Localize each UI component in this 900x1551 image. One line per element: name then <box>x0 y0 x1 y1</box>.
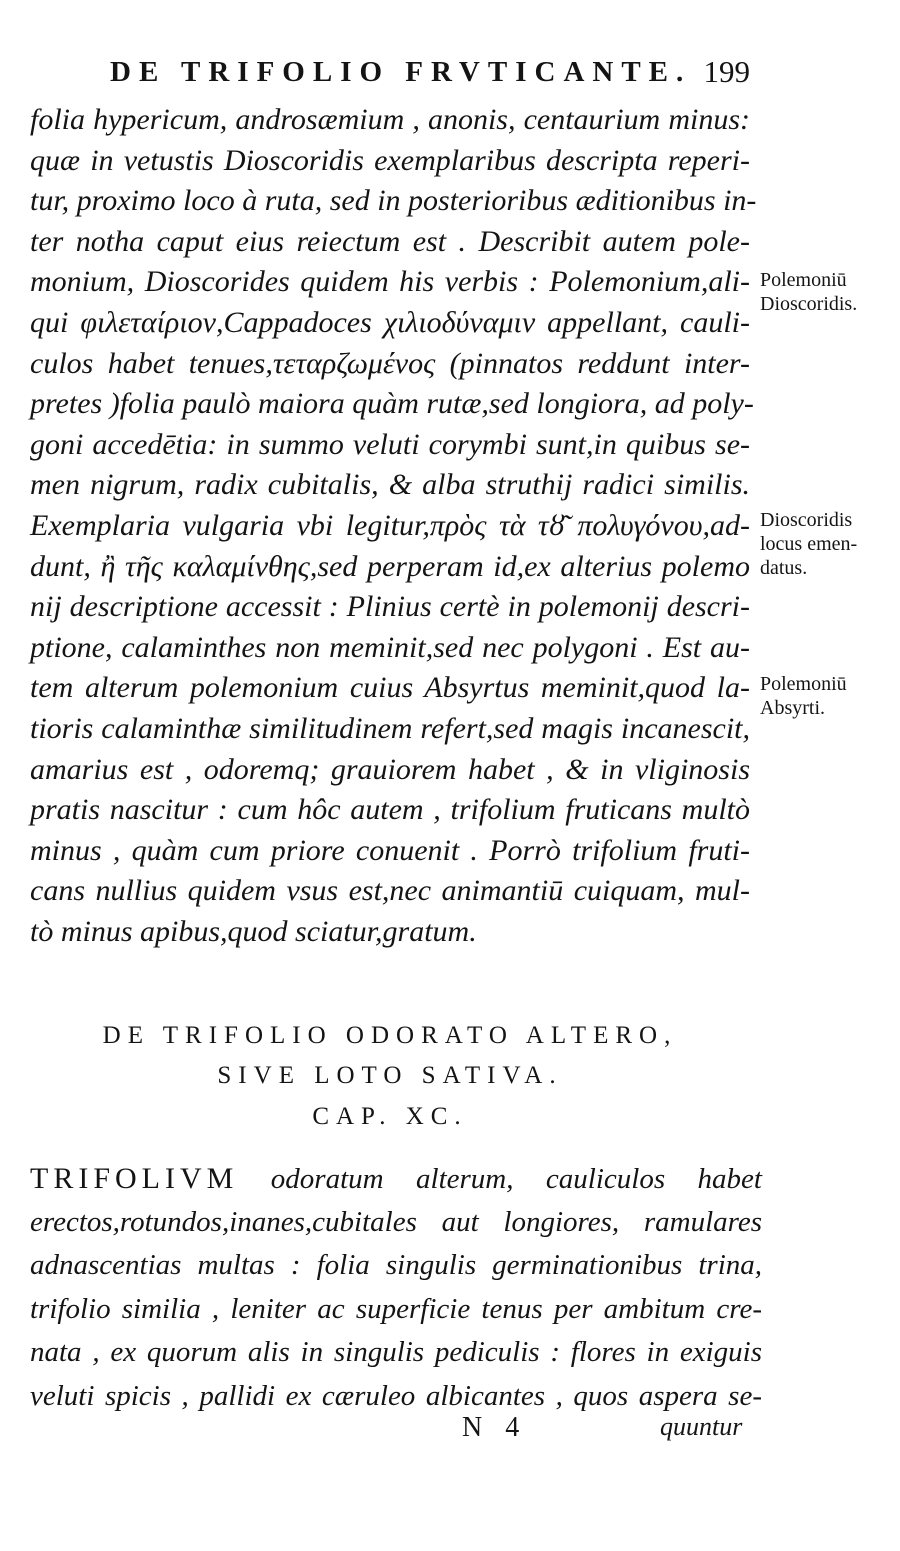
text-line: Exemplaria vulgaria vbi legitur,πρὸς τὰ τȣ͂ πολυγόνου,ad- <box>30 508 750 542</box>
text-line: tem alterum polemonium cuius Absyrtus meminit,quod la- <box>30 671 750 705</box>
margin-note-polemonium-dioscoridis <box>760 268 895 316</box>
text-line: erectos,rotundos,inanes,cubitales aut longiores, ramulares <box>30 1205 762 1238</box>
running-header <box>30 50 750 94</box>
chapter-number: CAP. XC. <box>312 1103 468 1130</box>
text-line: amarius est , odoremq; grauiorem habet , & in vliginosis <box>30 752 750 786</box>
margin-note-line: Absyrti. <box>760 697 825 719</box>
margin-note-line: locus emen- <box>760 533 858 555</box>
text-line: pratis nascitur : cum hôc autem , trifolium fruticans multò <box>30 793 750 827</box>
text-line: men nigrum, radix cubitalis, & alba struthij radici similis. <box>30 468 750 502</box>
text-line: ptione, calaminthes non meminit,sed nec polygoni . Est au- <box>30 630 750 664</box>
text-line: culos habet tenues,τεταρζωμένος (pinnatos reddunt inter- <box>30 346 750 380</box>
text-line: dunt, ἢ τῆς καλαμίνθης,sed perperam id,ex alterius polemo <box>30 549 750 583</box>
running-title: DE TRIFOLIO FRVTICANTE. <box>110 56 692 88</box>
text-line: adnascentias multas : folia singulis germinationibus trina, <box>30 1249 762 1281</box>
text-line: qui φιλεταίριον,Cappadoces χιλιοδύναμιν appellant, cauli- <box>30 305 750 339</box>
text-line: tur, proximo loco à ruta, sed in posterioribus æditionibus in- <box>30 184 757 218</box>
margin-note-line: Polemoniū <box>760 269 847 291</box>
text-line: goni accedētia: in summo veluti corymbi sunt,in quibus se- <box>30 427 750 461</box>
chapter-text-block <box>30 1157 762 1418</box>
text-line: folia hypericum, androsæmium , anonis, centaurium minus: <box>30 103 750 136</box>
chapter-heading-line-1: DE TRIFOLIO ODORATO ALTERO, <box>102 1022 678 1049</box>
text-line: monium, Dioscorides quidem his verbis : Polemonium,ali- <box>30 265 750 299</box>
text-line: pretes )folia paulò maiora quàm rutæ,sed longiora, ad poly- <box>30 387 754 421</box>
margin-note-line: Polemoniū <box>760 673 847 695</box>
margin-note-line: Dioscoridis. <box>760 293 858 315</box>
text-line: quæ in vetustis Dioscoridis exemplaribus descripta reperi- <box>30 143 750 177</box>
text-line: nij descriptione accessit : Plinius certè in polemonij descri- <box>30 590 750 624</box>
page-number: 199 <box>703 54 750 89</box>
text-line: nata , ex quorum alis in singulis pediculis : flores in exiguis <box>30 1336 762 1368</box>
text-line <box>30 1157 762 1201</box>
text-line: trifolio similia , leniter ac superficie tenus per ambitum cre- <box>30 1292 762 1325</box>
catchword: quuntur <box>660 1412 743 1441</box>
opening-word: TRIFOLIVM <box>30 1162 239 1195</box>
margin-note-line: datus. <box>760 557 808 579</box>
signature-mark: N 4 <box>462 1412 528 1443</box>
text-line: tioris calaminthæ similitudinem refert,sed magis incanescit, <box>30 711 750 745</box>
chapter-heading-line-2: SIVE LOTO SATIVA. <box>217 1062 563 1089</box>
text-line: tò minus apibus,quod sciatur,gratum. <box>30 914 477 948</box>
text-line: ter notha caput eius reiectum est . Describit autem pole- <box>30 224 750 258</box>
margin-note-line: Dioscoridis <box>760 509 853 531</box>
text-line: minus , quàm cum priore conuenit . Porrò trifolium fruti- <box>30 833 750 867</box>
margin-note-locus-emendatus <box>760 508 895 580</box>
margin-note-polemonium-absyrti <box>760 672 895 720</box>
text-line: veluti spicis , pallidi ex cæruleo albicantes , quos aspera se- <box>30 1379 762 1412</box>
text-line: cans nullius quidem vsus est,nec animantiū cuiquam, mul- <box>30 874 750 908</box>
main-text-block <box>30 100 757 952</box>
first-line-rest: odoratum alterum, cauliculos habet <box>238 1163 762 1195</box>
